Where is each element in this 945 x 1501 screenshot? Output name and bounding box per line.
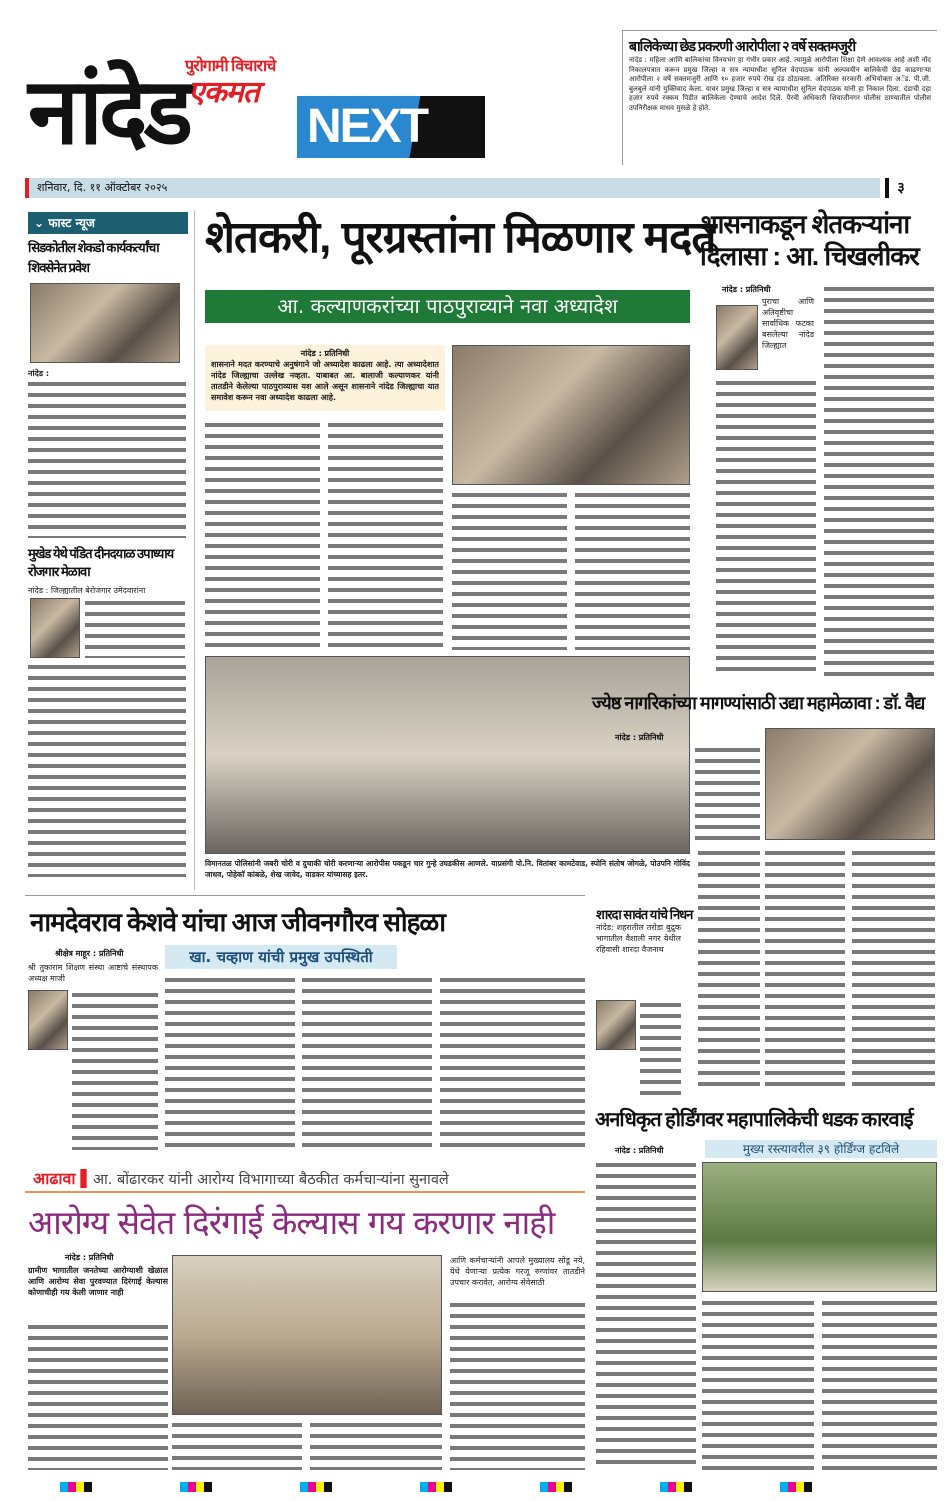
police-group-photo — [205, 656, 690, 854]
hoarding-removal-photo — [702, 1162, 937, 1292]
chikhlikar-body-1 — [716, 378, 816, 678]
health-body-2 — [172, 1420, 302, 1470]
hoarding-subheadline: मुख्य रस्त्यावरील ३९ होर्डिंग्ज हटविले — [705, 1140, 937, 1158]
chikhlikar-headline: शासनाकडून शेतकऱ्यांना दिलासा : आ. चिखलीकर — [700, 209, 919, 271]
police-photo-caption: विमानतळ पोलिसांनी जबरी चोरी व दुचाकी चोरी करणाऱ्या आरोपीस पकडून चार गुन्हे उघडकीस आणले. याप्रसंगी पो.नि. वितांबर कामटेवाड, स्पोनि संतोष जोगळे, पोउपनि गोविंद जाधव, पोहेकॉ कांबळे, शेख जावेद, वाडकर यांच्यासह इतर. — [205, 859, 690, 879]
lead-body-col2 — [328, 420, 443, 650]
lead-intro: शासनाने मदत करण्याचे अनुषंगाने जो अध्यादेश काढला आहे. त्या अध्यादेशात नांदेड जिल्ह्याचा उल्लेख नव्हता. याबाबत आ. बालाजी कल्याणकर यांनी तातडीने केलेल्या पाठपुराव्यास यश आले असून शासनाने नांदेड जिल्ह्याचा यात समावेश करून नवा अध्यादेश काढला आहे. — [211, 360, 439, 402]
masthead-tagline: पुरोगामी विचाराचे — [185, 58, 276, 75]
chikhlikar-portrait — [716, 305, 758, 370]
senior-citizens-dateline: नांदेड : प्रतिनिधी — [615, 733, 664, 742]
hoarding-headline: अनधिकृत होर्डिंगवर महापालिकेची धडक कारवाई — [595, 1109, 913, 1131]
page-number: ३ — [885, 178, 913, 198]
sharda-headline: शारदा सावंत यांचे निधन — [596, 907, 693, 922]
lead-body-col3 — [452, 490, 567, 650]
party-joining-photo — [30, 283, 180, 363]
health-kicker-bar: आढावा ▌आ. बोंढारकर यांनी आरोग्य विभागाच्या बैठकीत कर्मचाऱ्यांना सुनावले — [25, 1165, 585, 1193]
sharda-portrait — [596, 1000, 636, 1050]
top-news-body: नांदेड : महिला आणि बालिकांचा विनयभंग हा गंभीर प्रकार आहे. त्यामुळे आरोपीला शिक्षा देणे आवश्यक आहे अशी नोंद निकालपत्रात करून प्रमुख जिल्हा व सत्र न्यायाधीश सुनिल वेदपाठक यांनी अल्पवयीन बालिकेची छेड काढणाऱ्या आरोपीला २ वर्षे सक्तमजुरी आणि १० हजार रुपये रोख दंड ठोठावला. अतिरिक्त सरकारी अभियोक्ता अॅड. पी.जी. बुलबुले यांनी युक्तिवाद केला. यावर प्रमुख जिल्हा व सत्र न्यायाधीश सुनिल वेदपाठक यांनी हा निकाल दिला. दंडाची दहा हजार रुपये रक्कम पिडीत बालिकेला देण्याचे आदेश दिले. पैरवी अधिकारी शिवाजीनगर पोलीस ठाण्यातील पोलीस उपनिरीक्षक माधव मुसळे हे होते. — [629, 56, 931, 112]
namdev-body-2 — [165, 975, 295, 1150]
namdev-portrait — [28, 990, 68, 1050]
fast-news-header: ⌄ फास्ट न्यूज — [28, 212, 188, 234]
fast-news-body-2b — [28, 662, 186, 877]
sharda-body — [640, 1000, 681, 1095]
lead-headline: शेतकरी, पूरग्रस्तांना मिळणार मदत — [205, 213, 716, 262]
fast-news-body-1: नांदेड : — [28, 368, 186, 538]
lead-body-col1 — [205, 420, 320, 650]
namdev-intro: श्री तुकाराम शिक्षण संस्था आष्टाचे संस्थापक अध्यक्ष माजी — [28, 963, 158, 983]
hoarding-body-1 — [596, 1160, 696, 1470]
lead-intro-box — [205, 345, 445, 411]
namdev-dateline: श्रीक्षेत्र माहूर : प्रतिनिधी — [55, 949, 124, 958]
color-registration-bar — [60, 1482, 890, 1492]
portrait-photo — [30, 598, 80, 658]
fast-news-body-2 — [85, 598, 185, 658]
senior-body-2 — [698, 848, 760, 1093]
senior-citizens-headline: ज्येष्ठ नागरिकांच्या मागण्यांसाठी उद्या महामेळावा : डॉ. वैद्य — [592, 693, 925, 713]
date-bar: शनिवार, दि. ११ ऑक्टोबर २०२५ — [25, 178, 880, 198]
lead-dateline: नांदेड : प्रतिनिधी — [300, 349, 350, 358]
chevron-down-icon: ⌄ — [34, 216, 49, 230]
health-kicker: आढावा — [33, 1169, 76, 1188]
senior-body-3 — [765, 848, 845, 1093]
sharda-dateline: नांदेड: शहरातील तरोडा बुद्रुक भागातील वैशाली नगर येथील रहिवासी शारदा वैजनाथ — [596, 923, 681, 954]
health-headline: आरोग्य सेवेत दिरंगाई केल्यास गय करणार नाही — [28, 1203, 555, 1242]
senior-body-4 — [852, 848, 935, 1093]
health-col3-intro: आणि कर्मचाऱ्यांनी आपले मुख्यालय सोडू नये, येथे येणाऱ्या प्रत्येक गरजू रुग्णांवर तातडीने उपचार करावेत, आरोग्य सेवेसाठी — [450, 1256, 585, 1287]
fast-news-dateline-2: नांदेड : जिल्ह्यातील बेरोजगार उमेदवारांना — [28, 586, 146, 595]
next-logo: NEXT — [297, 96, 485, 158]
chikhlikar-body-2 — [824, 284, 934, 678]
senior-meeting-photo — [765, 728, 935, 840]
meeting-photo — [452, 345, 690, 485]
health-kicker-sub: आ. बोंढारकर यांनी आरोग्य विभागाच्या बैठकीत कर्मचाऱ्यांना सुनावले — [92, 1172, 449, 1188]
brand-logo: एकमत — [188, 76, 259, 109]
namdev-headline: नामदेवराव केशवे यांचा आज जीवनगौरव सोहळा — [30, 907, 445, 937]
top-news-box — [622, 30, 937, 165]
namdev-body-4 — [440, 975, 585, 1150]
fast-news-headline-2: मुखेड येथे पंडित दीनदयाळ उपाध्याय रोजगार मेळावा — [28, 546, 174, 579]
senior-body-1 — [695, 745, 760, 845]
chikhlikar-dateline: नांदेड : प्रतिनिधी — [722, 285, 771, 294]
health-body-4 — [450, 1300, 585, 1470]
top-news-headline: बालिकेच्या छेड प्रकरणी आरोपीला २ वर्षे सक्तमजुरी — [629, 38, 856, 54]
namdev-body-3 — [302, 975, 432, 1150]
health-body-1 — [28, 1322, 168, 1470]
chikhlikar-intro: पुराचा आणि अतिवृष्टीचा सार्वाधिक फटका बसलेल्या नांदेड जिल्ह्यात — [762, 297, 814, 350]
fast-news-headline-1: सिडकोतील शेकडो कार्यकर्त्यांचा शिवसेनेत प्रवेश — [28, 240, 159, 275]
health-meeting-photo — [172, 1255, 442, 1415]
hoarding-body-3 — [822, 1298, 937, 1470]
lead-body-col4 — [575, 490, 690, 650]
column-divider — [194, 210, 195, 890]
masthead-title: नांदेड — [28, 61, 189, 163]
health-dateline: नांदेड : प्रतिनिधी — [65, 1253, 114, 1262]
namdev-body-1 — [72, 990, 158, 1150]
lead-banner: आ. कल्याणकरांच्या पाठपुराव्याने नवा अध्यादेश — [205, 290, 690, 323]
health-body-3 — [310, 1420, 442, 1470]
hoarding-dateline: नांदेड : प्रतिनिधी — [615, 1146, 664, 1155]
namdev-subheadline: खा. चव्हाण यांची प्रमुख उपस्थिती — [165, 945, 397, 969]
divider — [25, 895, 585, 896]
health-intro: ग्रामीण भागातील जनतेच्या आरोग्याशी खेळाल आणि आरोग्य सेवा पुरवण्यात दिरंगाई केल्यास कोणाचीही गय केली जाणार नाही — [28, 1266, 168, 1297]
hoarding-body-2 — [702, 1298, 814, 1470]
